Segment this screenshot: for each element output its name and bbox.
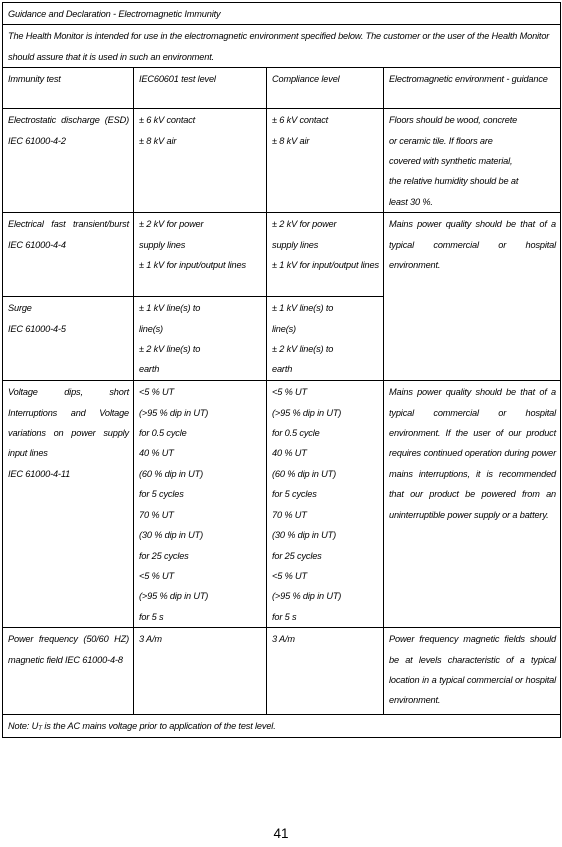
header-compliance-level: Compliance level xyxy=(267,68,384,109)
table-row xyxy=(3,213,561,297)
eft-test-level-line: ± 2 kV for power xyxy=(139,219,204,230)
dips-test-level xyxy=(134,381,267,628)
surge-test-name xyxy=(3,297,134,381)
dips-compliance-line: for 5 cycles xyxy=(272,489,317,500)
surge-test-standard: IEC 61000-4-5 xyxy=(8,323,66,334)
eft-compliance-level xyxy=(267,213,384,297)
note-subscript: T xyxy=(38,725,42,733)
dips-test-level-line: (>95 % dip in UT) xyxy=(139,407,209,418)
table-intro: The Health Monitor is intended for use in the electromagnetic environment specified below. The customer or the user of the Health Monitor should assure that it is used in such an environment. xyxy=(3,25,561,68)
dips-test-level-line: (>95 % dip in UT) xyxy=(139,591,209,602)
magnetic-test-name: Power frequency (50/60 HZ) magnetic field IEC 61000-4-8 xyxy=(3,628,134,715)
table-row xyxy=(3,109,561,213)
surge-test-level-line: earth xyxy=(139,364,160,375)
esd-compliance-level xyxy=(267,109,384,213)
eft-test-standard: IEC 61000-4-4 xyxy=(8,239,66,250)
surge-compliance-line: line(s) xyxy=(272,323,296,334)
dips-test-level-line: for 5 cycles xyxy=(139,489,184,500)
magnetic-compliance-level: 3 A/m xyxy=(267,628,384,715)
dips-compliance-line: 40 % UT xyxy=(272,448,307,459)
dips-compliance-line: for 25 cycles xyxy=(272,550,322,561)
dips-test-level-line: for 5 s xyxy=(139,611,164,622)
header-environment-guidance: Electromagnetic environment - guidance xyxy=(384,68,561,109)
dips-compliance-line: 70 % UT xyxy=(272,509,307,520)
dips-compliance-line: (>95 % dip in UT) xyxy=(272,407,342,418)
esd-guidance xyxy=(384,109,561,213)
table-title: Guidance and Declaration - Electromagnetic Immunity xyxy=(3,3,561,25)
note-prefix: Note: U xyxy=(8,721,39,732)
dips-test-level-line: <5 % UT xyxy=(139,387,174,398)
magnetic-test-level: 3 A/m xyxy=(134,628,267,715)
surge-test-level xyxy=(134,297,267,381)
header-immunity-test: Immunity test xyxy=(3,68,134,109)
eft-test-line: Electrical fast transient/burst xyxy=(8,219,129,230)
surge-test-level-line: ± 1 kV line(s) to xyxy=(139,303,201,314)
table-row xyxy=(3,381,561,628)
esd-test-name: Electrostatic discharge (ESD) IEC 61000-4-2 xyxy=(3,109,134,213)
emc-immunity-table xyxy=(2,2,561,738)
dips-compliance-line: (>95 % dip in UT) xyxy=(272,591,342,602)
dips-test-level-line: 70 % UT xyxy=(139,509,174,520)
table-row xyxy=(3,628,561,715)
esd-guidance-line: or ceramic tile. If floors are xyxy=(389,135,493,146)
dips-test-level-line: (60 % dip in UT) xyxy=(139,468,203,479)
esd-guidance-line: covered with synthetic material, xyxy=(389,156,513,167)
esd-test-level xyxy=(134,109,267,213)
eft-test-name xyxy=(3,213,134,297)
eft-surge-guidance: Mains power quality should be that of a typical commercial or hospital environment. xyxy=(384,213,561,381)
surge-compliance-line: ± 2 kV line(s) to xyxy=(272,344,334,355)
eft-compliance-line: ± 1 kV for input/output lines xyxy=(272,260,379,271)
dips-compliance-line: (60 % dip in UT) xyxy=(272,468,336,479)
dips-compliance-line: <5 % UT xyxy=(272,570,307,581)
esd-test-level-line: ± 8 kV air xyxy=(139,135,177,146)
page-number: 41 xyxy=(273,826,289,841)
esd-guidance-line: the relative humidity should be at xyxy=(389,176,519,187)
esd-guidance-line: Floors should be wood, concrete xyxy=(389,115,518,126)
dips-compliance-line: <5 % UT xyxy=(272,387,307,398)
dips-test-standard: IEC 61000-4-11 xyxy=(8,468,71,479)
esd-compliance-line: ± 8 kV air xyxy=(272,135,310,146)
dips-test-level-line: <5 % UT xyxy=(139,570,174,581)
dips-test-level-line: (30 % dip in UT) xyxy=(139,530,203,541)
dips-compliance-level xyxy=(267,381,384,628)
surge-test-level-line: ± 2 kV line(s) to xyxy=(139,344,201,355)
table-note xyxy=(3,715,561,737)
magnetic-guidance: Power frequency magnetic fields should be at levels characteristic of a typical location in a typical commercial or hospital environment. xyxy=(384,628,561,715)
surge-compliance-line: earth xyxy=(272,364,293,375)
surge-compliance-level xyxy=(267,297,384,381)
eft-test-level-line: ± 1 kV for input/output lines xyxy=(139,260,246,271)
esd-guidance-line: least 30 %. xyxy=(389,196,433,207)
header-test-level: IEC60601 test level xyxy=(134,68,267,109)
dips-compliance-line: for 5 s xyxy=(272,611,297,622)
dips-test-name xyxy=(3,381,134,628)
eft-compliance-line: supply lines xyxy=(272,239,319,250)
eft-compliance-line: ± 2 kV for power xyxy=(272,219,337,230)
surge-test-level-line: line(s) xyxy=(139,323,163,334)
esd-compliance-line: ± 6 kV contact xyxy=(272,115,329,126)
dips-test-level-line: for 0.5 cycle xyxy=(139,428,187,439)
dips-test-level-line: 40 % UT xyxy=(139,448,174,459)
eft-test-level xyxy=(134,213,267,297)
dips-compliance-line: (30 % dip in UT) xyxy=(272,530,336,541)
dips-test-line: Voltage dips, short Interruptions and Voltage variations on power supply input lines xyxy=(8,387,129,459)
surge-test-line: Surge xyxy=(8,303,32,314)
esd-test-level-line: ± 6 kV contact xyxy=(139,115,196,126)
eft-test-level-line: supply lines xyxy=(139,239,186,250)
dips-test-level-line: for 25 cycles xyxy=(139,550,189,561)
dips-guidance: Mains power quality should be that of a typical commercial or hospital environment. If the user of our product requires continued operation during power mains interruptions, it is recommended that our product be powered from an uninterruptible power supply or a battery. xyxy=(384,381,561,628)
dips-compliance-line: for 0.5 cycle xyxy=(272,428,320,439)
surge-compliance-line: ± 1 kV line(s) to xyxy=(272,303,334,314)
note-suffix: is the AC mains voltage prior to application of the test level. xyxy=(41,721,276,732)
